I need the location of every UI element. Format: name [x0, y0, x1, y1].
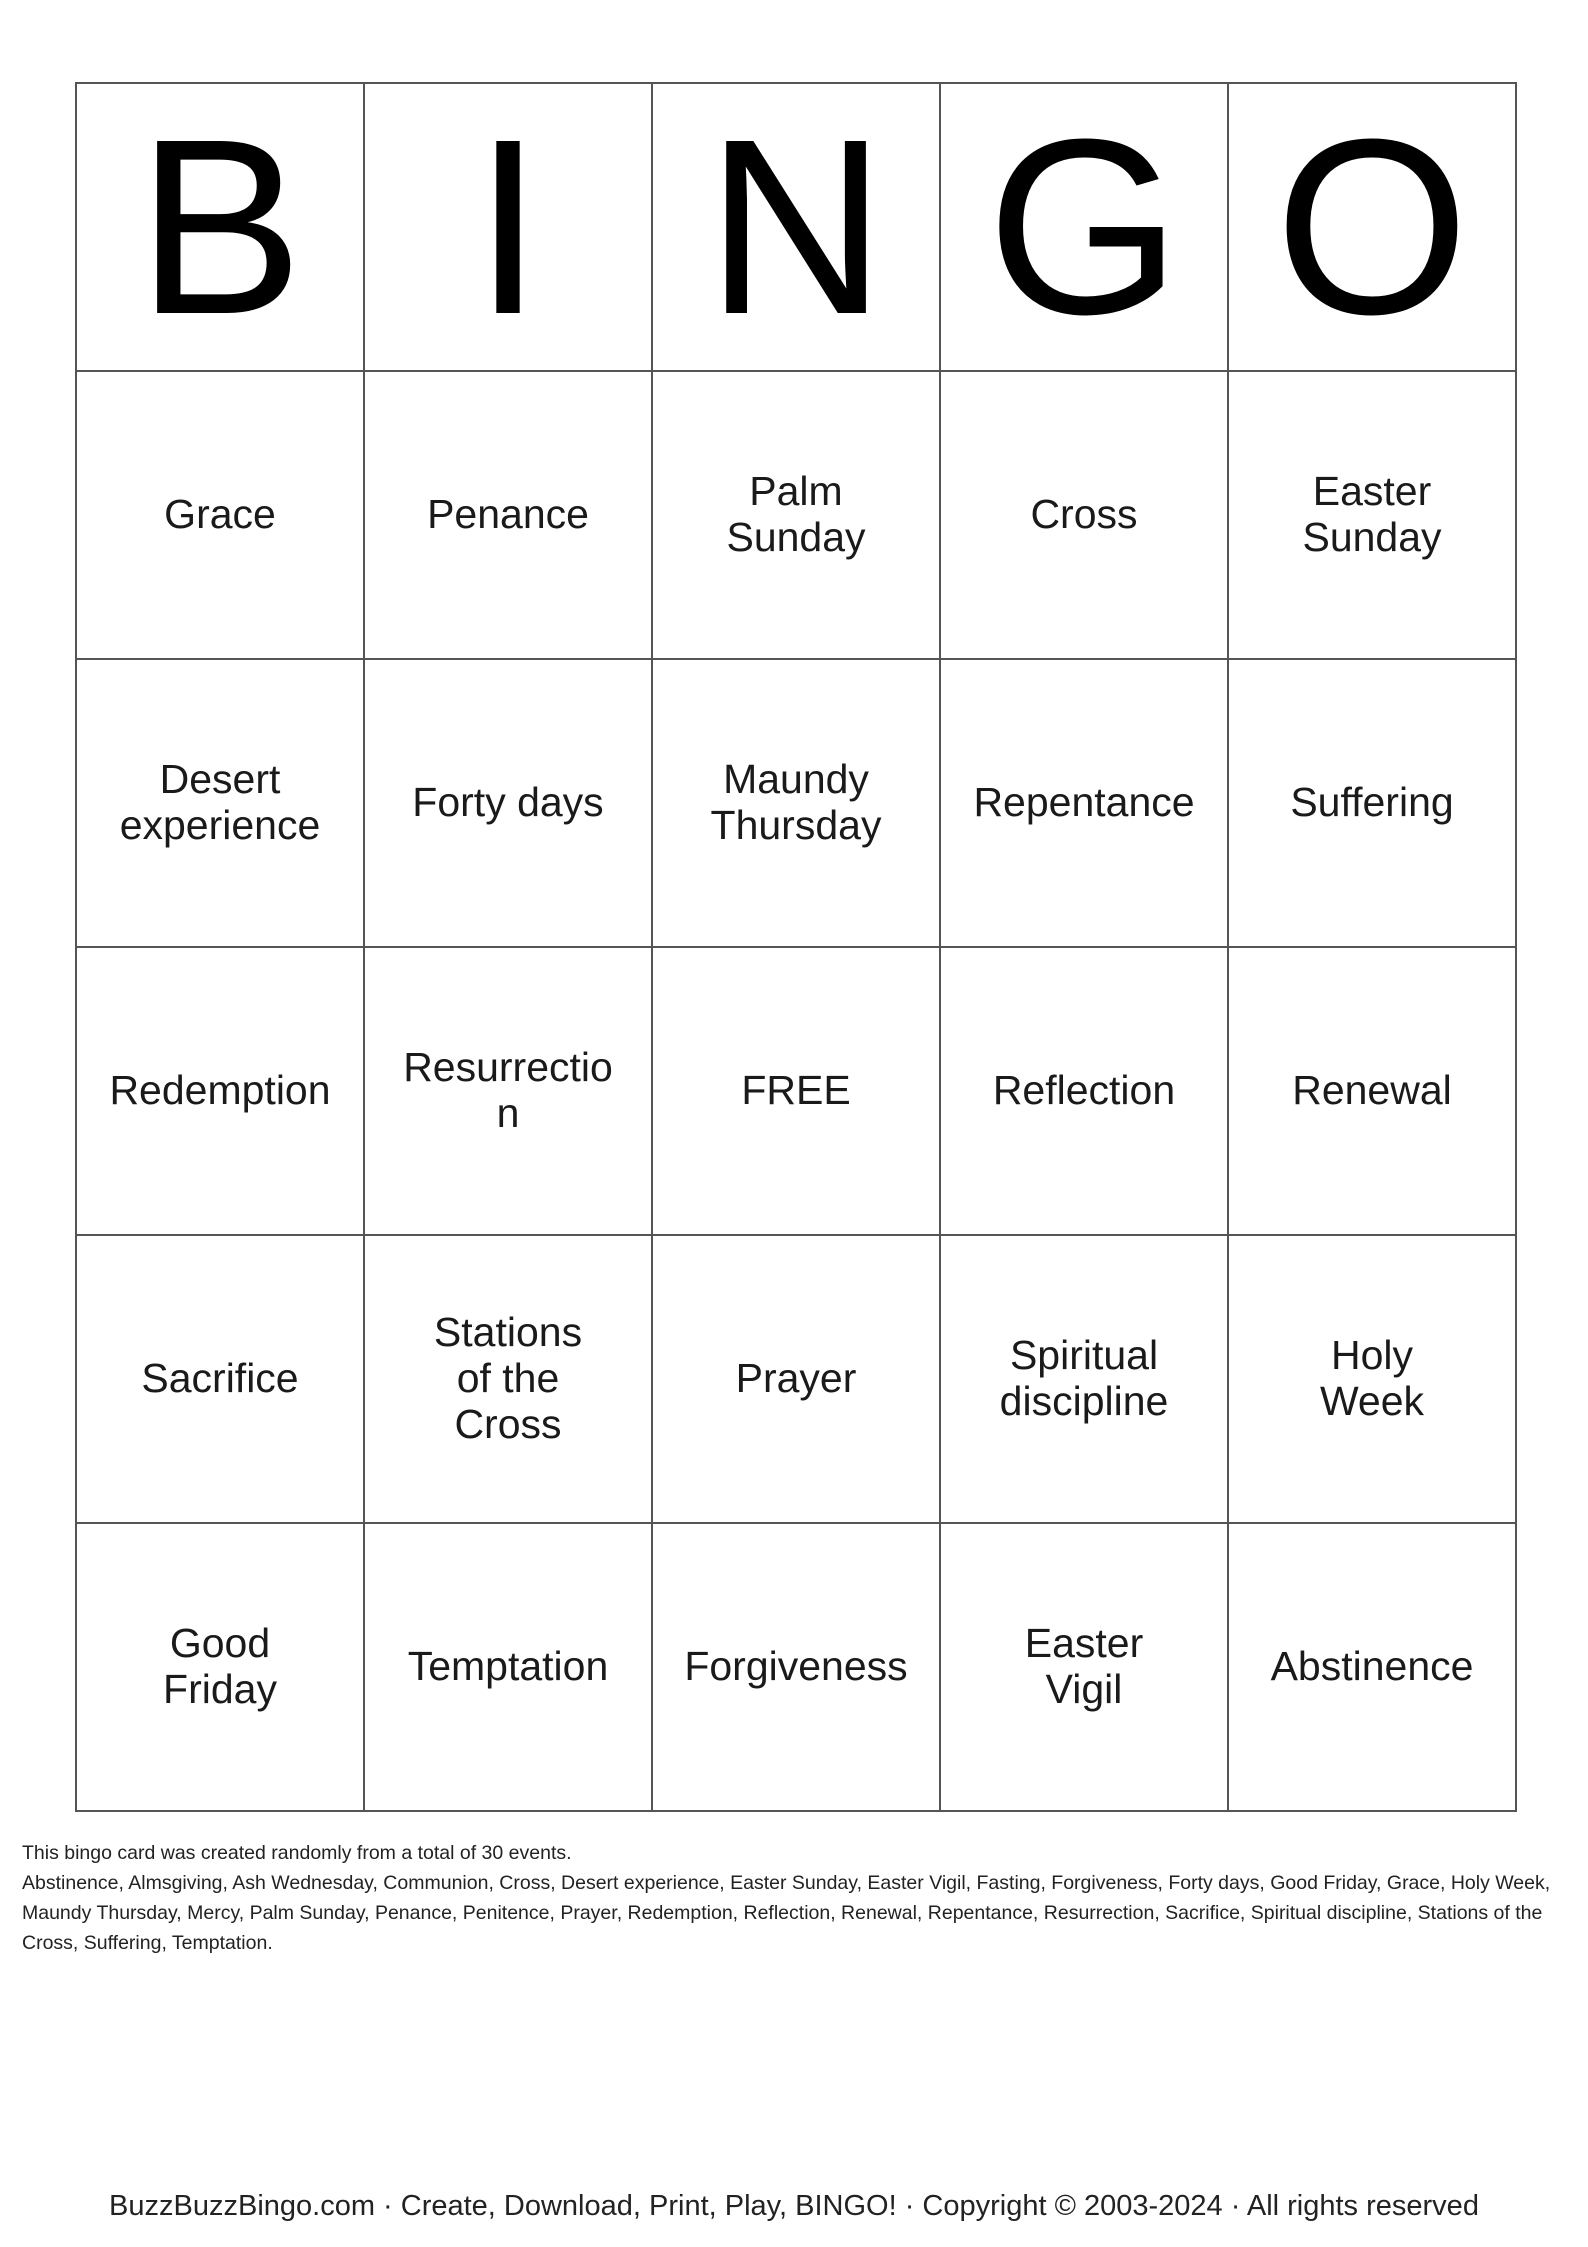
bingo-cell	[1229, 372, 1517, 660]
header-letter: N	[705, 87, 887, 366]
header-letter-o	[1229, 84, 1517, 372]
bingo-cell	[941, 660, 1229, 948]
cell-text: Grace	[164, 491, 276, 538]
bingo-card	[75, 82, 1517, 1812]
header-letter-b	[77, 84, 365, 372]
cell-text: Stations of the Cross	[433, 1309, 583, 1447]
bingo-cell	[365, 660, 653, 948]
header-letter: O	[1274, 87, 1470, 366]
header-letter: B	[136, 87, 304, 366]
bingo-cell	[77, 948, 365, 1236]
free-cell	[653, 948, 941, 1236]
cell-text: Desert experience	[119, 756, 321, 848]
cell-text: Redemption	[109, 1067, 331, 1114]
bingo-cell	[365, 372, 653, 660]
footer-copyright: BuzzBuzzBingo.com · Create, Download, Print, Play, BINGO! · Copyright © 2003-2024 · All rights reserved	[109, 2190, 1479, 2222]
bingo-cell	[77, 660, 365, 948]
cell-text: Holy Week	[1319, 1332, 1425, 1424]
bingo-cell	[653, 660, 941, 948]
bingo-cell	[77, 1524, 365, 1812]
cell-text: Repentance	[973, 779, 1195, 826]
header-letter-g	[941, 84, 1229, 372]
bingo-cell	[941, 1236, 1229, 1524]
cell-text: Reflection	[992, 1067, 1176, 1114]
card-notes	[22, 1838, 1567, 1958]
cell-text: Temptation	[407, 1643, 609, 1690]
cell-text: Penance	[427, 491, 589, 538]
notes-intro: This bingo card was created randomly from a total of 30 events.	[22, 1842, 572, 1864]
cell-text: Prayer	[735, 1355, 857, 1402]
cell-text: Abstinence	[1270, 1643, 1474, 1690]
cell-text: Suffering	[1290, 779, 1454, 826]
bingo-cell	[653, 1524, 941, 1812]
cell-text: Easter Vigil	[1024, 1620, 1144, 1712]
cell-text: Palm Sunday	[726, 468, 866, 560]
bingo-cell	[1229, 1524, 1517, 1812]
header-letter: I	[473, 87, 543, 366]
bingo-cell	[1229, 948, 1517, 1236]
header-letter-i	[365, 84, 653, 372]
cell-text: Renewal	[1292, 1067, 1452, 1114]
bingo-cell	[1229, 660, 1517, 948]
bingo-cell	[941, 1524, 1229, 1812]
bingo-cell	[941, 948, 1229, 1236]
cell-text: Maundy Thursday	[710, 756, 882, 848]
bingo-cell	[365, 1236, 653, 1524]
bingo-cell	[653, 372, 941, 660]
bingo-cell	[365, 1524, 653, 1812]
cell-text: FREE	[741, 1067, 851, 1114]
bingo-cell	[77, 1236, 365, 1524]
header-letter: G	[986, 87, 1182, 366]
bingo-cell	[1229, 1236, 1517, 1524]
bingo-cell	[77, 372, 365, 660]
notes-event-list: Abstinence, Almsgiving, Ash Wednesday, Communion, Cross, Desert experience, Easter Sunday, Easter Vigil, Fasting, Forgiveness, Forty days, Good Friday, Grace, Holy Week, Maundy Thursday, Mercy, Palm Sunday, Penance, Penitence, Prayer, Redemption, Reflection, Renewal, Repentance, Resurrection, Sacrifice, Spiritual discipline, Stations of the Cross, Suffering, Temptation.	[22, 1872, 1551, 1954]
cell-text: Resurrection	[403, 1044, 613, 1136]
cell-text: Spiritual discipline	[999, 1332, 1169, 1424]
cell-text: Forty days	[412, 779, 604, 826]
cell-text: Cross	[1030, 491, 1138, 538]
bingo-cell	[653, 1236, 941, 1524]
bingo-cell	[365, 948, 653, 1236]
cell-text: Forgiveness	[684, 1643, 908, 1690]
cell-text: Easter Sunday	[1302, 468, 1442, 560]
cell-text: Sacrifice	[141, 1355, 299, 1402]
bingo-cell	[941, 372, 1229, 660]
cell-text: Good Friday	[163, 1620, 277, 1712]
header-letter-n	[653, 84, 941, 372]
